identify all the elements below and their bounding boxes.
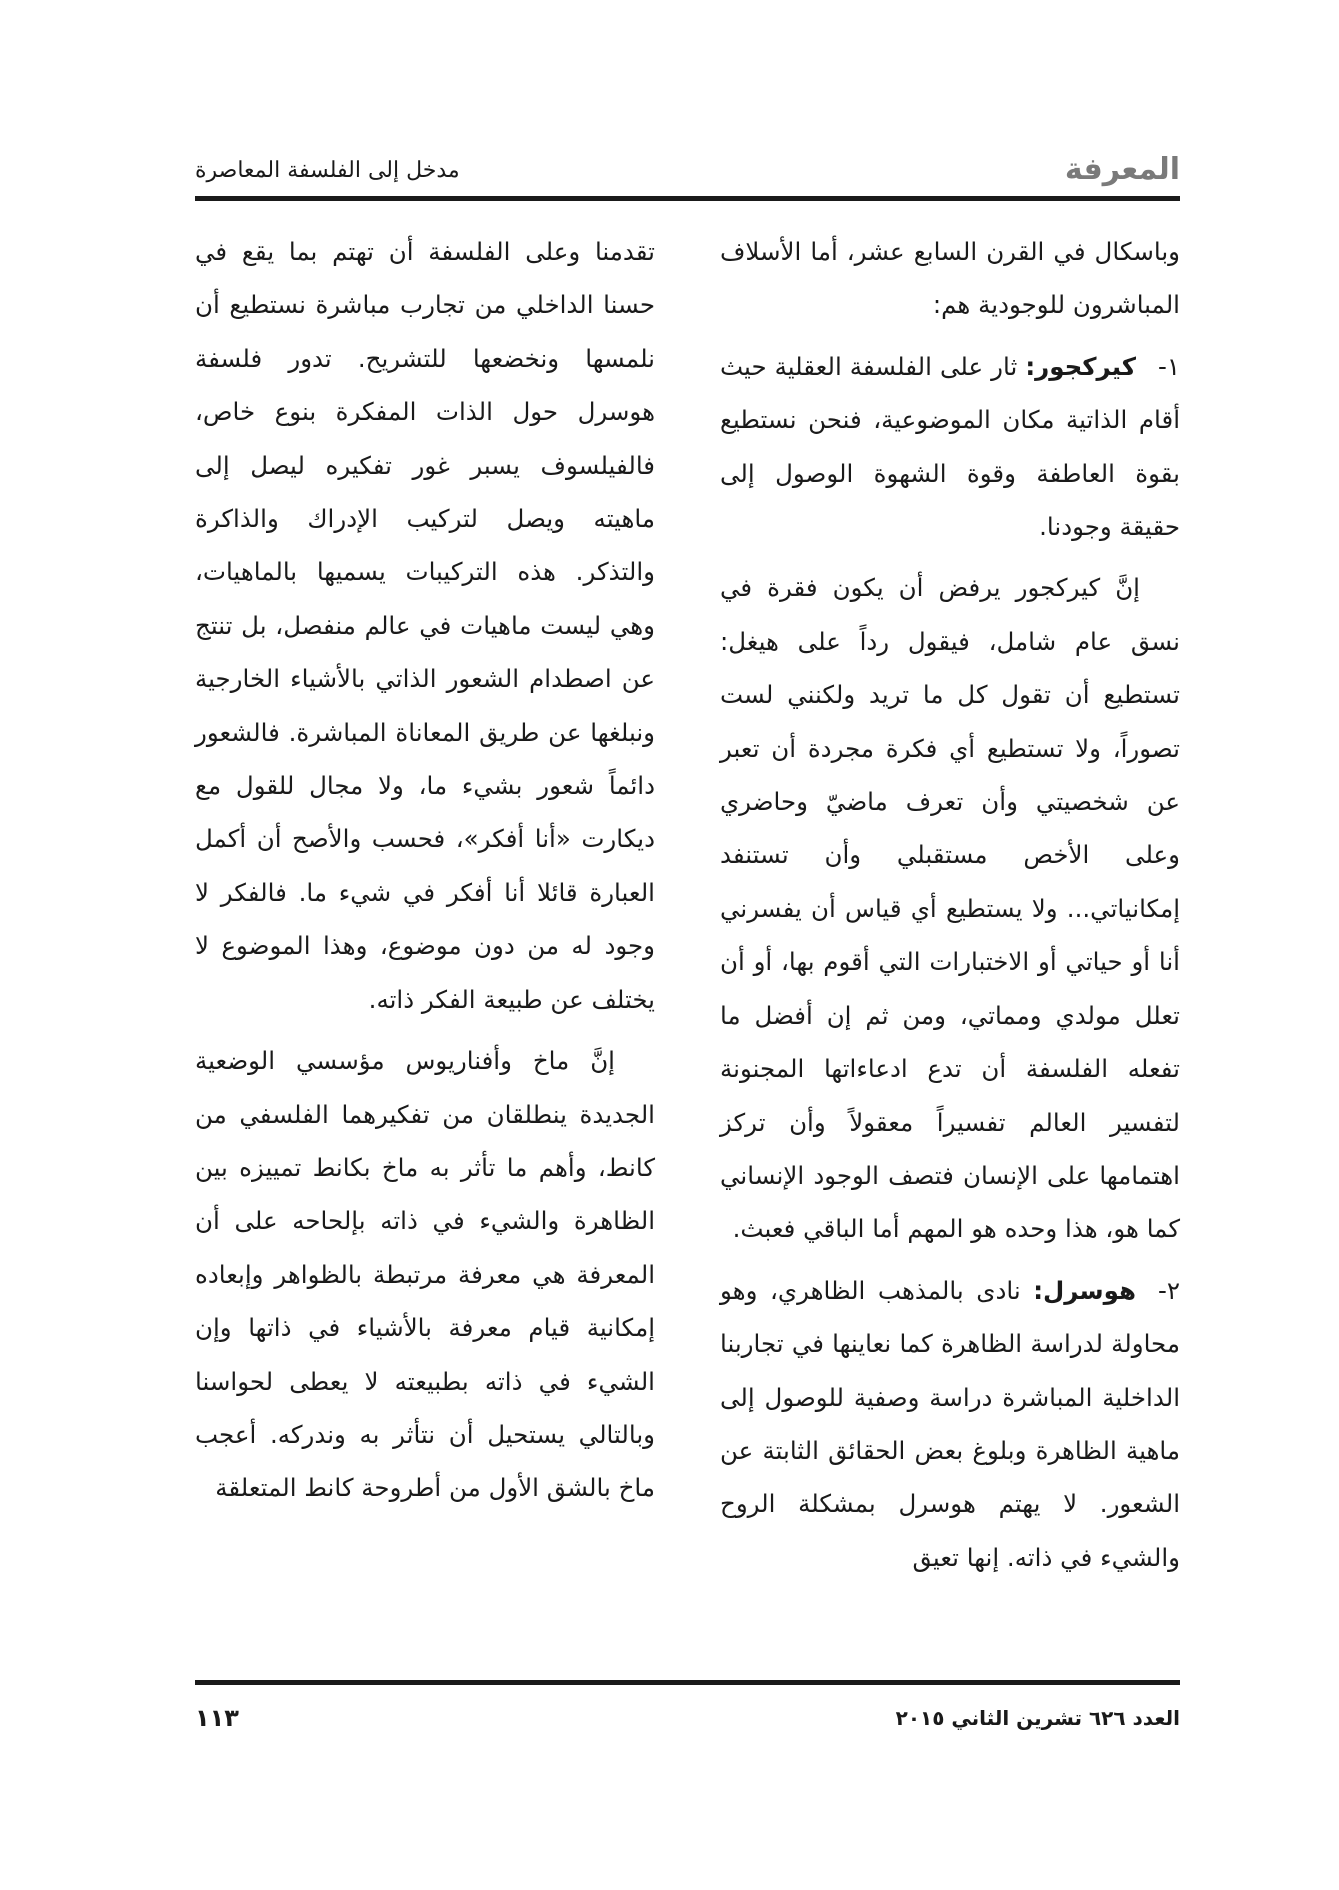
list-item-husserl [720,1264,1180,1584]
page-number: ١١٣ [195,1704,239,1732]
issue-info: العدد ٦٢٦ تشرين الثاني ٢٠١٥ [895,1706,1180,1730]
page-header [195,150,1180,190]
text-column-right [720,225,1180,1592]
paragraph: وباسكال في القرن السابع عشر، أما الأسلاف المباشرون للوجودية هم: [720,237,1180,320]
item-label: هوسرل: [1033,1275,1136,1305]
item-text: ثار على الفلسفة العقلية حيث أقام الذاتية مكان الموضوعية، فنحن نستطيع بقوة العاطفة وقوة الشهوة الوصول إلى حقيقة وجودنا. [720,351,1180,542]
footer-rule [195,1680,1180,1685]
item-text: نادى بالمذهب الظاهري، وهو محاولة لدراسة الظاهرة كما نعاينها في تجاربنا الداخلية المباشرة دراسة وصفية للوصول إلى ماهية الظاهرة وبلوغ بعض الحقائق الثابتة عن الشعور. لا يهتم هوسرل بمشكلة الروح والشيء في ذاته. إنها تعيق [720,1275,1180,1572]
paragraph: تقدمنا وعلى الفلسفة أن تهتم بما يقع في حسنا الداخلي من تجارب مباشرة نستطيع أن نلمسها ونخضعها للتشريح. تدور فلسفة هوسرل حول الذات المفكرة بنوع خاص، فالفيلسوف يسبر غور تفكيره ليصل إلى ماهيته ويصل لتركيب الإدراك والذاكرة والتذكر. هذه التركيبات يسميها بالماهيات، وهي ليست ماهيات في عالم منفصل، بل تنتج عن اصطدام الشعور الذاتي بالأشياء الخارجية ونبلغها عن طريق المعاناة المباشرة. فالشعور دائماً شعور بشيء ما، ولا مجال للقول مع ديكارت «أنا أفكر»، فحسب والأصح أن أكمل العبارة قائلا أنا أفكر في شيء ما. فالفكر لا وجود له من دون موضوع، وهذا الموضوع لا يختلف عن طبيعة الفكر ذاته. [195,237,655,1014]
item-label: كيركجور: [1025,351,1136,381]
page-footer [195,1700,1180,1736]
paragraph: إنَّ كيركجور يرفض أن يكون فقرة في نسق عام شامل، فيقول رداً على هيغل: تستطيع أن تقول كل ما تريد ولكنني لست تصوراً، ولا تستطيع أي فكرة مجردة أن تعبر عن شخصيتي وأن تعرف ماضيّ وحاضري وعلى الأخص مستقبلي وأن تستنفد إمكانياتي... ولا يستطيع أي قياس أن يفسرني أنا أو حياتي أو الاختبارات التي أقوم بها، أو أن تعلل مولدي ومماتي، ومن ثم إن أفضل ما تفعله الفلسفة أن تدع ادعاءاتها المجنونة لتفسير العالم تفسيراً معقولاً وأن تركز اهتمامها على الإنسان فتصف الوجود الإنساني كما هو، هذا وحده هو المهم أما الباقي فعبث. [720,573,1180,1244]
text-column-left [195,225,655,1523]
list-item-kierkegaard [720,340,1180,554]
header-rule [195,196,1180,201]
item-number: ٢- [1157,1275,1180,1305]
paragraph: إنَّ ماخ وأفناريوس مؤسسي الوضعية الجديدة ينطلقان من تفكيرهما الفلسفي من كانط، وأهم ما تأثر به ماخ بكانط تمييزه بين الظاهرة والشيء في ذاته بإلحاحه على أن المعرفة هي معرفة مرتبطة بالظواهر وإبعاده إمكانية قيام معرفة بالأشياء في ذاتها وإن الشيء في ذاته بطبيعته لا يعطى لحواسنا وبالتالي يستحيل أن نتأثر به وندركه. أعجب ماخ بالشق الأول من أطروحة كانط المتعلقة [195,1046,655,1503]
section-title: مدخل إلى الفلسفة المعاصرة [195,158,460,183]
magazine-logo: المعرفة [1064,152,1180,187]
item-number: ١- [1157,351,1180,381]
